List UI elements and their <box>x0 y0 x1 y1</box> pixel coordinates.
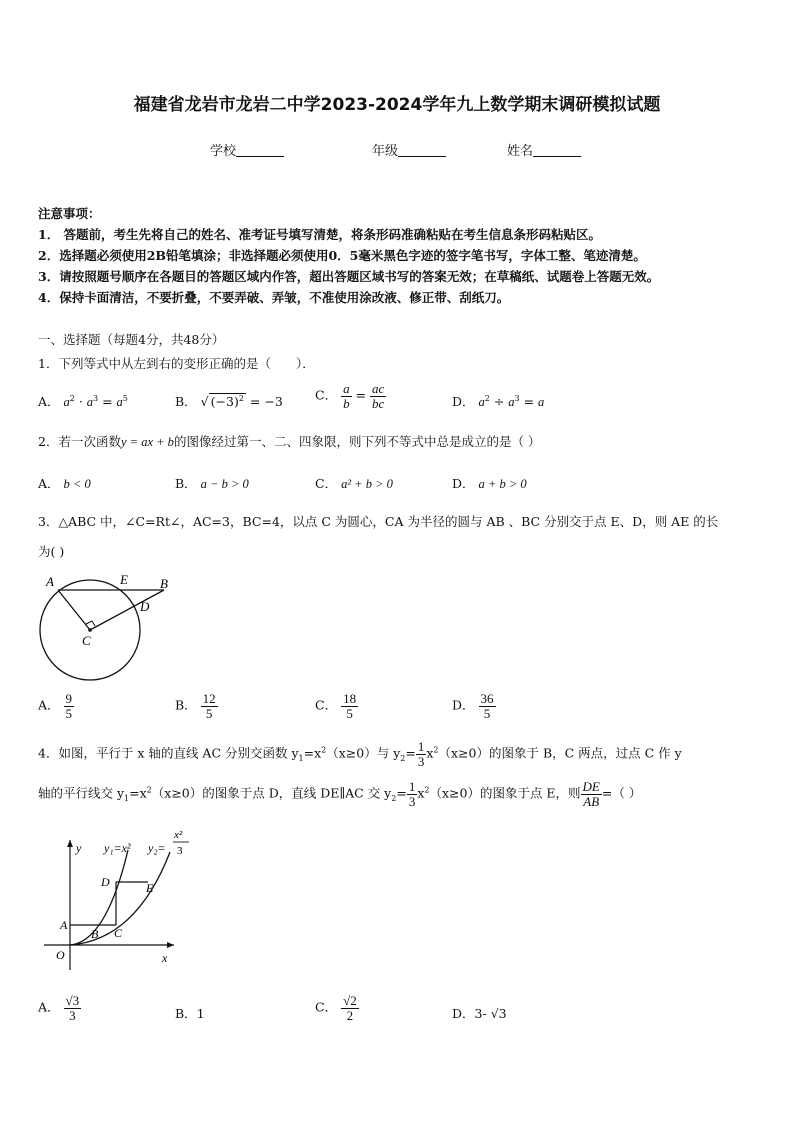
q3-option-a[interactable] <box>38 692 74 720</box>
q4-text: （x≥0）的图象于点 D，直线 DE∥AC 交 y <box>151 785 392 801</box>
frac-den: 2 <box>346 1007 354 1023</box>
frac-num: 1 <box>417 739 425 754</box>
frac-den: 5 <box>65 705 73 721</box>
option-text: √3 <box>490 1006 507 1021</box>
q4-option-d[interactable] <box>452 1004 507 1022</box>
q1-option-d[interactable]: D． $a^2 \div a^3 = a$ <box>452 393 545 409</box>
option-label: D．3- <box>452 1006 487 1021</box>
q2-function: y = ax + b <box>120 435 174 449</box>
frac-num: 18 <box>343 691 357 706</box>
option-label: A． <box>38 394 60 409</box>
frac-num: √2 <box>343 993 357 1008</box>
option-label: D． <box>452 476 475 491</box>
option-text: a + b > 0 <box>478 477 527 491</box>
segment-ac <box>58 590 90 630</box>
q4-text: = <box>396 785 407 801</box>
frac-num: 9 <box>65 691 73 706</box>
option-label: B． <box>175 476 197 491</box>
option-label: B． <box>175 394 197 409</box>
school-label: 学校 <box>210 144 237 159</box>
option-label: A． <box>38 476 60 491</box>
q1-stem: 1．下列等式中从左到右的变形正确的是（ ）． <box>38 356 315 371</box>
option-text: a − b > 0 <box>200 477 249 491</box>
frac-num: 36 <box>480 691 494 706</box>
grade-blank[interactable] <box>398 144 446 157</box>
q3-option-d[interactable] <box>452 692 496 720</box>
curve-label-y1: y₁=x² <box>104 841 131 855</box>
q3-option-b[interactable] <box>175 692 218 720</box>
q4-text: =（ ） <box>601 785 642 801</box>
section-heading: 一、选择题（每题4分，共48分） <box>38 332 225 347</box>
school-blank[interactable] <box>236 144 284 157</box>
q4-text: （x≥0）的图象于 B，C 两点，过点 C 作 y <box>438 745 682 761</box>
option-label: C． <box>315 476 338 491</box>
frac-den: 3 <box>69 1007 76 1023</box>
curve-label-y2-num: x² <box>174 829 183 841</box>
notes-heading: 注意事项： <box>38 206 101 221</box>
q4-text: =x <box>303 745 322 761</box>
curve-label-y2: y₂= <box>148 841 166 855</box>
option-label: D． <box>452 394 475 409</box>
q2-stem <box>38 432 540 450</box>
frac-den: 3 <box>417 753 425 769</box>
q2-option-a[interactable] <box>38 474 91 492</box>
frac-num: 12 <box>202 691 216 706</box>
note-item: 3．请按照题号顺序在各题目的答题区域内作答，超出答题区域书写的答案无效；在草稿纸、试题卷上答题无效。 <box>38 269 660 284</box>
point-label-b: B <box>160 576 168 591</box>
q4-text: = <box>405 745 416 761</box>
option-text: b < 0 <box>63 477 91 491</box>
q2-stem-pre: 2．若一次函数 <box>38 434 121 449</box>
q3-option-c[interactable] <box>315 692 358 720</box>
q3-stem: 3．△ABC 中，∠C=Rt∠，AC=3，BC=4，以点 C 为圆心，CA 为半径的圆与 AB 、BC 分别交于点 E、D，则 AE 的长 <box>38 514 719 529</box>
frac-den: 5 <box>483 705 491 721</box>
q4-text: x <box>426 745 434 761</box>
option-label: D． <box>452 697 475 713</box>
q4-stem-line2: 轴的平行线交 $y_1=x^2(x\ge 0)$的图象于点 D，直线 DE∥AC 交 $y_2=$ $\frac{1}{3}$ $x^2(x\ge 0)$的图象于点 E，则 $\frac{DE}{AB}$ =（ ） <box>38 779 642 809</box>
q1-option-b[interactable]: B． √ $(-3)^2 = -3$ <box>175 393 283 409</box>
q2-option-c[interactable] <box>315 474 393 492</box>
q4-option-b[interactable] <box>175 1004 205 1022</box>
option-label: C． <box>315 387 338 403</box>
q4-option-a[interactable] <box>38 994 81 1022</box>
option-label: B．1 <box>175 1006 205 1021</box>
grade-label: 年级 <box>372 144 399 159</box>
page-title: 福建省龙岩市龙岩二中学2023-2024学年九上数学期末调研模拟试题 <box>133 95 661 115</box>
frac-num: DE <box>582 779 600 794</box>
q4-text: 4．如图，平行于 x 轴的直线 AC 分别交函数 y <box>38 745 299 761</box>
point-label-e: E <box>120 572 128 587</box>
q3-circle-figure <box>34 568 184 688</box>
point-label-e: E <box>146 881 154 895</box>
q4-text: （x≥0）与 y <box>326 745 401 761</box>
point-label-c: C <box>114 926 123 940</box>
q4-text: x <box>417 785 425 801</box>
option-label: C． <box>315 999 338 1015</box>
origin-label: O <box>56 948 65 962</box>
curve-label-y2-den: 3 <box>177 845 183 857</box>
option-label: C． <box>315 697 338 713</box>
q1-option-a[interactable]: A． $a^2 \cdot a^3 = a^5$ <box>38 393 128 409</box>
q4-graph-figure <box>36 822 196 972</box>
frac-den: 5 <box>205 705 213 721</box>
point-label-a: A <box>46 574 54 589</box>
note-item: 2．选择题必须使用2B铅笔填涂；非选择题必须使用0．5毫米黑色字迹的签字笔书写，字体工整、笔迹清楚。 <box>38 248 646 263</box>
frac-num: 1 <box>408 779 416 794</box>
option-label: A． <box>38 697 60 713</box>
axis-label-y: y <box>76 841 82 855</box>
q2-option-b[interactable] <box>175 474 249 492</box>
school-field <box>210 140 284 159</box>
frac-den: 5 <box>346 705 353 721</box>
point-label-d: D <box>140 599 150 614</box>
q3-stem-cont: 为( ) <box>38 544 65 559</box>
q2-option-d[interactable] <box>452 474 527 492</box>
q4-option-c[interactable] <box>315 994 359 1022</box>
name-field <box>507 140 581 159</box>
name-blank[interactable] <box>533 144 581 157</box>
point-label-c: C <box>82 633 91 648</box>
axis-label-x: x <box>162 951 168 965</box>
grade-field <box>372 140 446 159</box>
q4-text: =x <box>129 785 147 801</box>
note-item: 1． 答题前，考生先将自己的姓名、准考证号填写清楚，将条形码准确粘贴在考生信息条形码粘贴区。 <box>38 227 602 242</box>
q4-text: （x≥0）的图象于点 E，则 <box>429 785 581 801</box>
center-point <box>88 628 92 632</box>
q1-option-c[interactable]: C． $\frac{a}{b}$ = $\frac{ac}{bc}$ <box>315 381 385 411</box>
point-label-a: A <box>60 918 68 932</box>
option-label: A． <box>38 999 60 1015</box>
name-label: 姓名 <box>507 144 534 159</box>
x-axis-arrow-icon <box>167 942 174 948</box>
note-item: 4．保持卡面清洁，不要折叠，不要弄破、弄皱，不准使用涂改液、修正带、刮纸刀。 <box>38 290 510 305</box>
option-text: a² + b > 0 <box>341 477 393 491</box>
option-label: B． <box>175 697 197 713</box>
q4-text: 轴的平行线交 y <box>38 785 125 801</box>
right-angle-mark <box>86 621 95 626</box>
y-axis-arrow-icon <box>67 840 73 847</box>
point-label-b: B <box>91 927 99 941</box>
frac-den: 3 <box>408 793 416 809</box>
point-label-d: D <box>101 875 110 889</box>
frac-den: AB <box>583 793 600 809</box>
q2-stem-post: 的图像经过第一、二、四象限，则下列不等式中总是成立的是（ ） <box>173 434 541 449</box>
frac-num: √3 <box>65 993 80 1008</box>
q4-stem-line1: 4．如图，平行于 x 轴的直线 AC 分别交函数 $y_1=x^2(x\ge 0)$与 $y_2=$ $\frac{1}{3}$ $x^2(x\ge 0)$的图象于 B，C 两点，过点 C 作 y <box>38 739 682 769</box>
